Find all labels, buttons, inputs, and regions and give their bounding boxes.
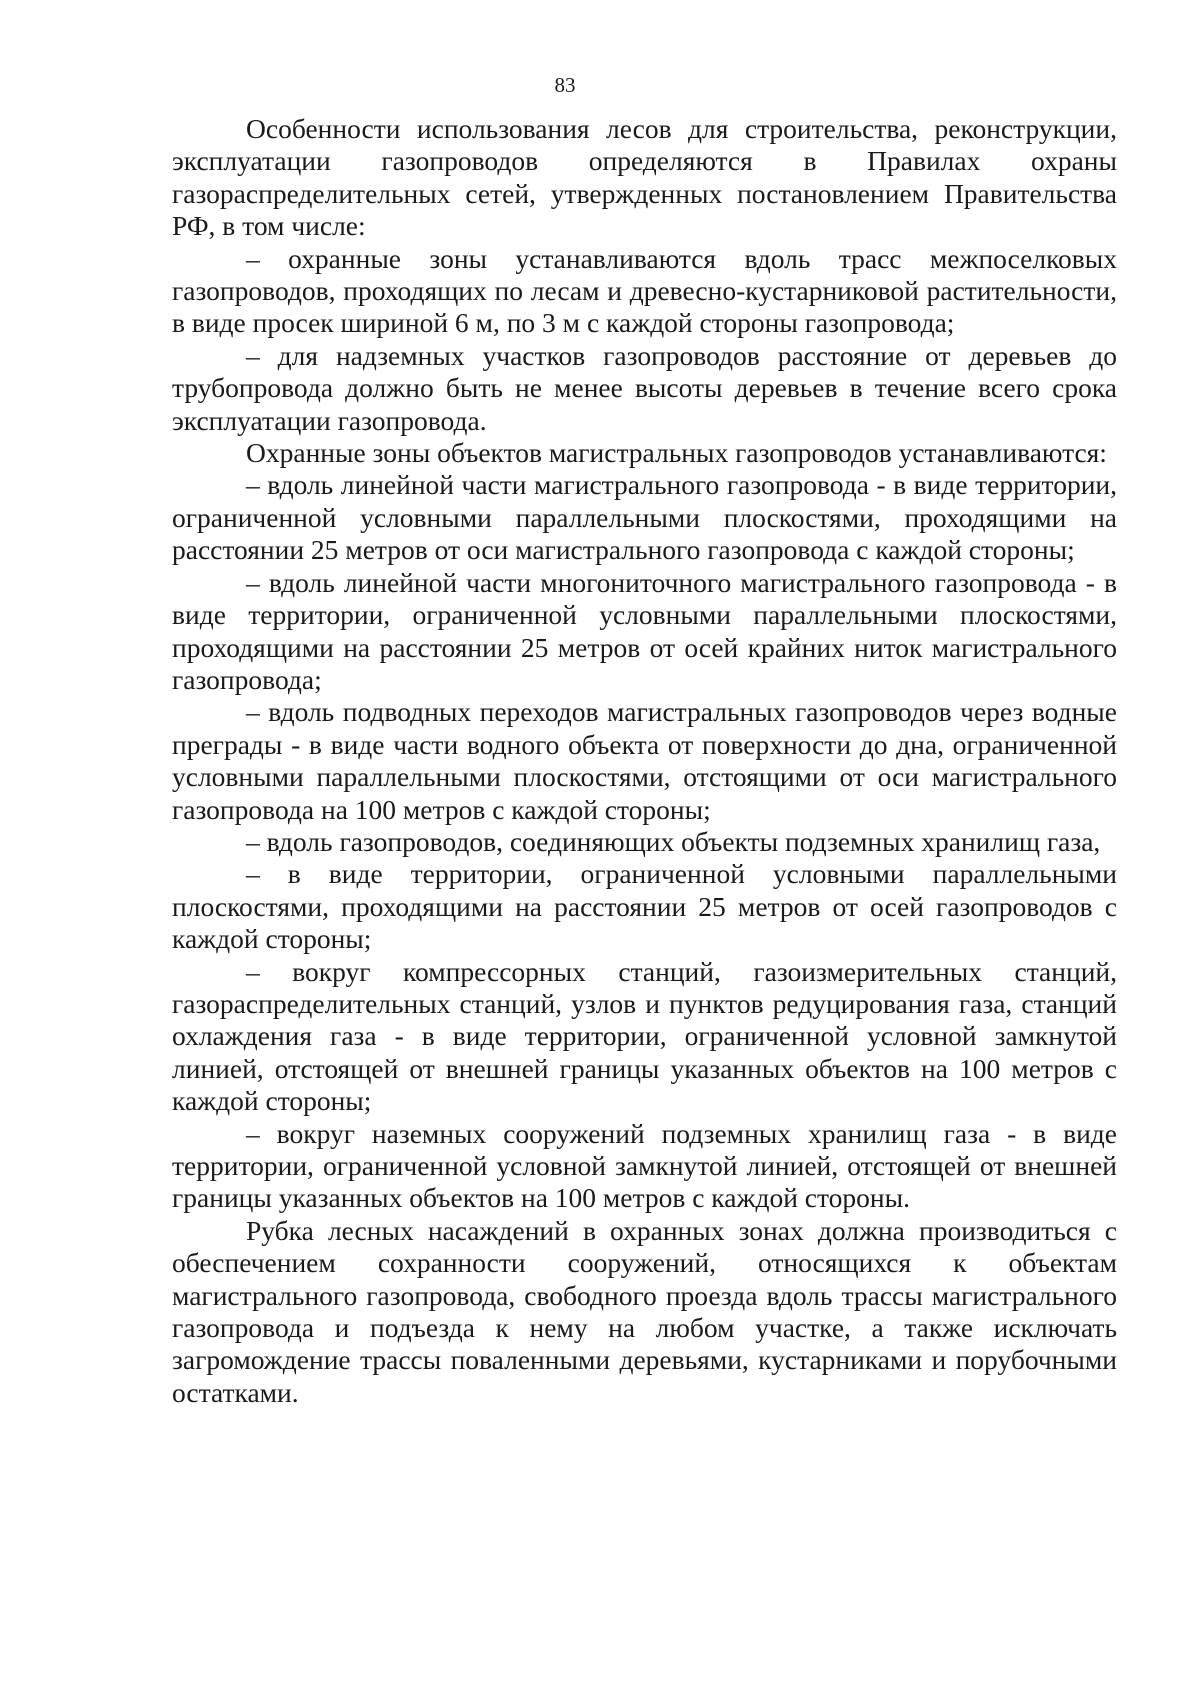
paragraph-item: – вдоль подводных переходов магистральных газопроводов через водные преграды - в виде части водного объекта от поверхности до дна, ограниченной условными параллельными плоскостями, отстоящими от оси магистрального газопровода на 100 метров с каждой стороны;	[172, 696, 1117, 825]
paragraph-item: – охранные зоны устанавливаются вдоль трасс межпоселковых газопроводов, проходящих по лесам и древесно-кустарниковой растительности, в виде просек шириной 6 м, по 3 м с каждой стороны газопровода;	[172, 242, 1117, 339]
paragraph-intro: Особенности использования лесов для строительства, реконструкции, эксплуатации газопроводов определяются в Правилах охраны газораспределительных сетей, утвержденных постановлением Правительства РФ, в том числе:	[172, 113, 1117, 242]
paragraph-item: – вдоль линейной части магистрального газопровода - в виде территории, ограниченной условными параллельными плоскостями, проходящими на расстоянии 25 метров от оси магистрального газопровода с каждой стороны;	[172, 469, 1117, 566]
paragraph-conclusion: Рубка лесных насаждений в охранных зонах должна производиться с обеспечением сохранности сооружений, относящихся к объектам магистрального газопровода, свободного проезда вдоль трассы магистрального газопровода и подъезда к нему на любом участке, а также исключать загромождение трассы поваленными деревьями, кустарниками и порубочными остатками.	[172, 1214, 1117, 1408]
document-body	[172, 113, 1117, 1409]
paragraph-item: – вокруг компрессорных станций, газоизмерительных станций, газораспределительных станций, узлов и пунктов редуцирования газа, станций охлаждения газа - в виде территории, ограниченной условной замкнутой линией, отстоящей от внешней границы указанных объектов на 100 метров с каждой стороны;	[172, 955, 1117, 1117]
paragraph-item: – вокруг наземных сооружений подземных хранилищ газа - в виде территории, ограниченной условной замкнутой линией, отстоящей от внешней границы указанных объектов на 100 метров с каждой стороны.	[172, 1117, 1117, 1214]
paragraph-item: – вдоль газопроводов, соединяющих объекты подземных хранилищ газа,	[246, 825, 1101, 857]
paragraph-item: – для надземных участков газопроводов расстояние от деревьев до трубопровода должно быть не менее высоты деревьев в течение всего срока эксплуатации газопровода.	[172, 339, 1117, 436]
page-number: 83	[554, 73, 576, 97]
paragraph-item: – вдоль линейной части многониточного магистрального газопровода - в виде территории, ограниченной условными параллельными плоскостями, проходящими на расстоянии 25 метров от осей крайних ниток магистрального газопровода;	[172, 566, 1117, 695]
paragraph-item: – в виде территории, ограниченной условными параллельными плоскостями, проходящими на расстоянии 25 метров от осей газопроводов с каждой стороны;	[172, 858, 1117, 955]
paragraph-heading: Охранные зоны объектов магистральных газопроводов устанавливаются:	[246, 437, 1107, 469]
